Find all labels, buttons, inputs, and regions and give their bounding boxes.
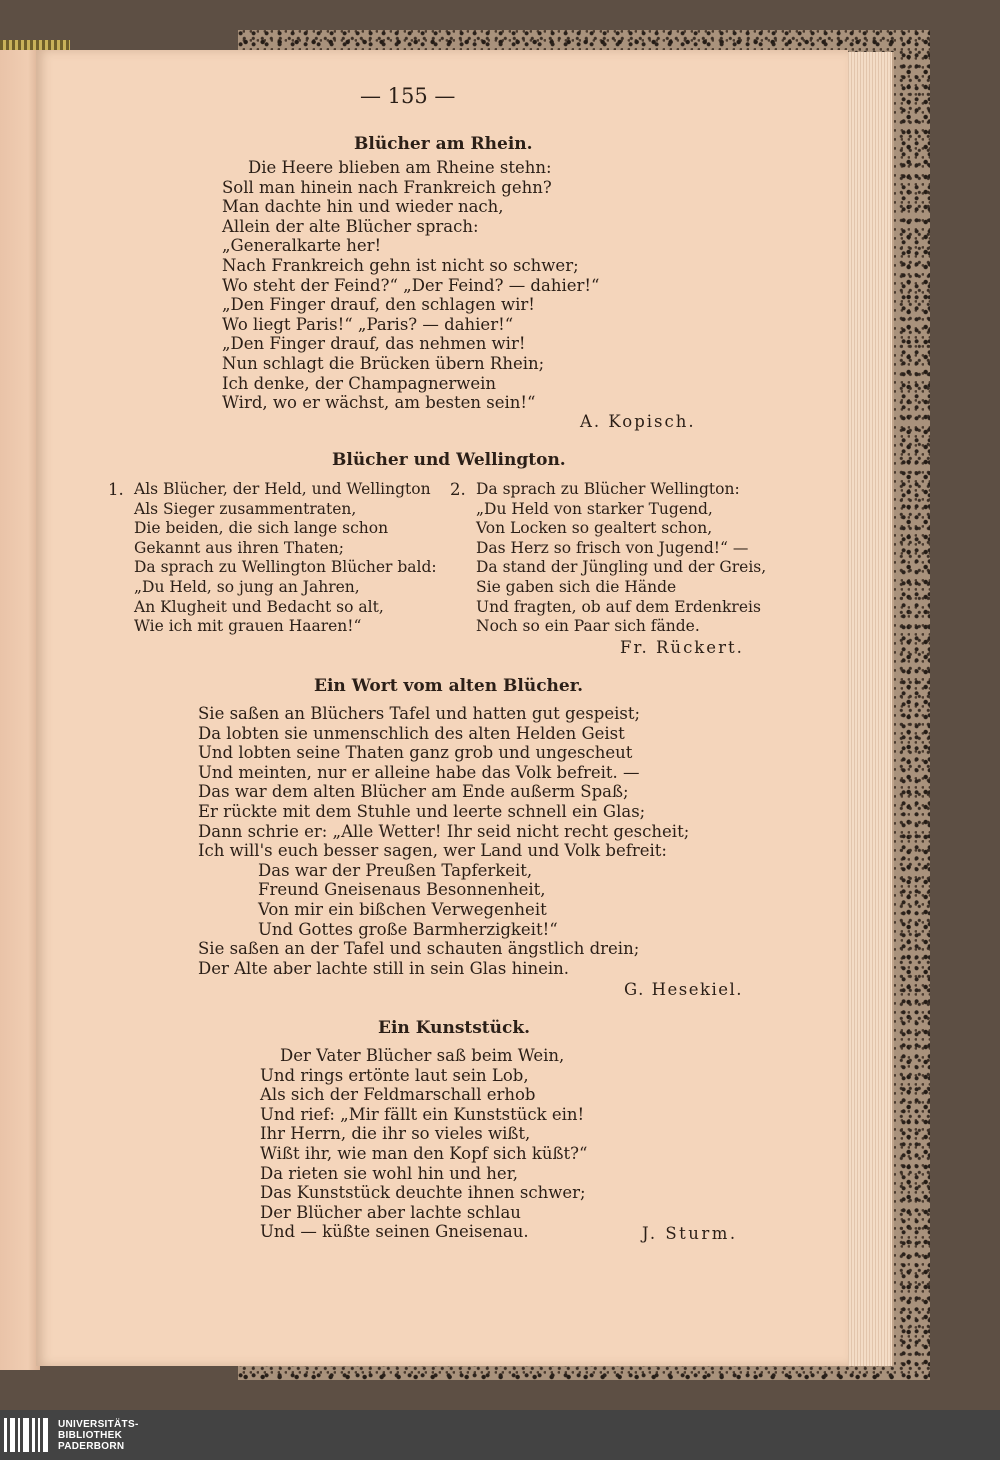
poem-line: Die beiden, die sich lange schon xyxy=(134,519,389,538)
poem-line: „Du Held von starker Tugend, xyxy=(476,499,713,518)
poem-title: Ein Wort vom alten Blücher. xyxy=(314,676,584,696)
poem-line: Und lobten seine Thaten ganz grob und ungescheut xyxy=(198,743,633,763)
poem-body xyxy=(260,1046,587,1242)
poem-author: Fr. Rückert. xyxy=(620,638,744,657)
poem-line: Da lobten sie unmenschlich des alten Helden Geist xyxy=(198,723,625,743)
poem-line: Und — küßte seinen Gneisenau. xyxy=(260,1222,529,1242)
poem-body xyxy=(198,704,689,978)
poem-author: J. Sturm. xyxy=(642,1224,738,1243)
poem-line: Nun schlagt die Brücken übern Rhein; xyxy=(222,353,545,373)
poem-line: „Den Finger drauf, den schlagen wir! xyxy=(222,295,535,315)
poem-line: Als sich der Feldmarschall erhob xyxy=(260,1085,536,1105)
poem-line: Das Herz so frisch von Jugend!“ — xyxy=(476,538,749,557)
stanza-right xyxy=(476,480,766,637)
poem-line: Da stand der Jüngling und der Greis, xyxy=(476,558,767,577)
poem-line: Wird, wo er wächst, am besten sein!“ xyxy=(222,393,536,413)
poem-line: Ihr Herrn, die ihr so vieles wißt, xyxy=(260,1124,531,1144)
poem-line: Und Gottes große Barmherzigkeit!“ xyxy=(258,919,558,939)
poem-line: Als Sieger zusammentraten, xyxy=(134,499,357,518)
poem-line: „Den Finger drauf, das nehmen wir! xyxy=(222,334,526,354)
poem-line: „Generalkarte her! xyxy=(222,236,382,256)
poem-line: Wo liegt Paris!“ „Paris? — dahier!“ xyxy=(222,314,514,334)
poem-author: A. Kopisch. xyxy=(580,412,696,431)
poem-line: Und rief: „Mir fällt ein Kunststück ein! xyxy=(260,1104,585,1124)
logo-line: BIBLIOTHEK xyxy=(58,1430,123,1441)
stanza-left xyxy=(134,480,437,637)
page-edges xyxy=(846,52,894,1366)
poem-line: Von mir ein bißchen Verwegenheit xyxy=(258,899,547,919)
library-logo-icon xyxy=(4,1418,50,1452)
poem-line: Ich will's euch besser sagen, wer Land und Volk befreit: xyxy=(198,841,667,861)
poem-line: Soll man hinein nach Frankreich gehn? xyxy=(222,177,552,197)
poem-title: Ein Kunststück. xyxy=(378,1018,531,1038)
poem-line: Und rings ertönte laut sein Lob, xyxy=(260,1065,529,1085)
poem-line: Von Locken so gealtert schon, xyxy=(476,519,713,538)
poem-line: Sie saßen an der Tafel und schauten ängstlich drein; xyxy=(198,939,640,959)
poem-line: Wie ich mit grauen Haaren!“ xyxy=(134,617,362,636)
stanza-number: 1. xyxy=(108,480,124,499)
poem-line: Allein der alte Blücher sprach: xyxy=(222,216,479,236)
poem-line: Da sprach zu Blücher Wellington: xyxy=(476,480,740,498)
poem-line: Da rieten sie wohl hin und her, xyxy=(260,1163,519,1183)
poem-body xyxy=(222,158,599,413)
poem-title: Blücher und Wellington. xyxy=(332,450,566,470)
footer-bar xyxy=(0,1410,1000,1460)
poem-title: Blücher am Rhein. xyxy=(354,134,533,154)
poem-line: Und meinten, nur er alleine habe das Volk befreit. — xyxy=(198,762,640,782)
poem-line: Sie saßen an Blüchers Tafel und hatten gut gespeist; xyxy=(198,704,641,723)
poem-line: Wo steht der Feind?“ „Der Feind? — dahier!“ xyxy=(222,275,600,295)
book-page xyxy=(36,50,848,1366)
poem-line: Der Blücher aber lachte schlau xyxy=(260,1202,521,1222)
poem-line: An Klugheit und Bedacht so alt, xyxy=(134,597,384,616)
stanza-number: 2. xyxy=(450,480,466,499)
poem-line: Die Heere blieben am Rheine stehn: xyxy=(248,158,552,177)
logo-line: PADERBORN xyxy=(58,1441,125,1452)
page-number: — 155 — xyxy=(360,84,456,108)
poem-line: Der Alte aber lachte still in sein Glas hinein. xyxy=(198,958,570,978)
poem-line: Als Blücher, der Held, und Wellington xyxy=(134,480,431,498)
poem-line: Und fragten, ob auf dem Erdenkreis xyxy=(476,597,761,616)
poem-line: Man dachte hin und wieder nach, xyxy=(222,197,504,217)
poem-line: Das war dem alten Blücher am Ende außerm Spaß; xyxy=(198,782,629,802)
poem-line: „Du Held, so jung an Jahren, xyxy=(134,577,360,596)
poem-line: Das war der Preußen Tapferkeit, xyxy=(258,860,533,880)
book-spine xyxy=(0,40,70,50)
poem-line: Wißt ihr, wie man den Kopf sich küßt?“ xyxy=(260,1143,588,1163)
poem-line: Noch so ein Paar sich fände. xyxy=(476,617,700,636)
left-page-edge xyxy=(0,40,40,1370)
poem-line: Da sprach zu Wellington Blücher bald: xyxy=(134,558,437,577)
poem-line: Das Kunststück deuchte ihnen schwer; xyxy=(260,1183,586,1203)
logo-line: UNIVERSITÄTS- xyxy=(58,1419,139,1430)
poem-line: Der Vater Blücher saß beim Wein, xyxy=(280,1046,565,1065)
poem-line: Dann schrie er: „Alle Wetter! Ihr seid nicht recht gescheit; xyxy=(198,821,690,841)
poem-line: Er rückte mit dem Stuhle und leerte schnell ein Glas; xyxy=(198,801,646,821)
poem-author: G. Hesekiel. xyxy=(624,980,744,999)
poem-line: Gekannt aus ihren Thaten; xyxy=(134,538,345,557)
poem-line: Freund Gneisenaus Besonnenheit, xyxy=(258,880,546,900)
poem-line: Ich denke, der Champagnerwein xyxy=(222,373,497,393)
library-logo-text xyxy=(58,1419,139,1452)
poem-line: Nach Frankreich gehn ist nicht so schwer; xyxy=(222,255,579,275)
poem-line: Sie gaben sich die Hände xyxy=(476,577,677,596)
